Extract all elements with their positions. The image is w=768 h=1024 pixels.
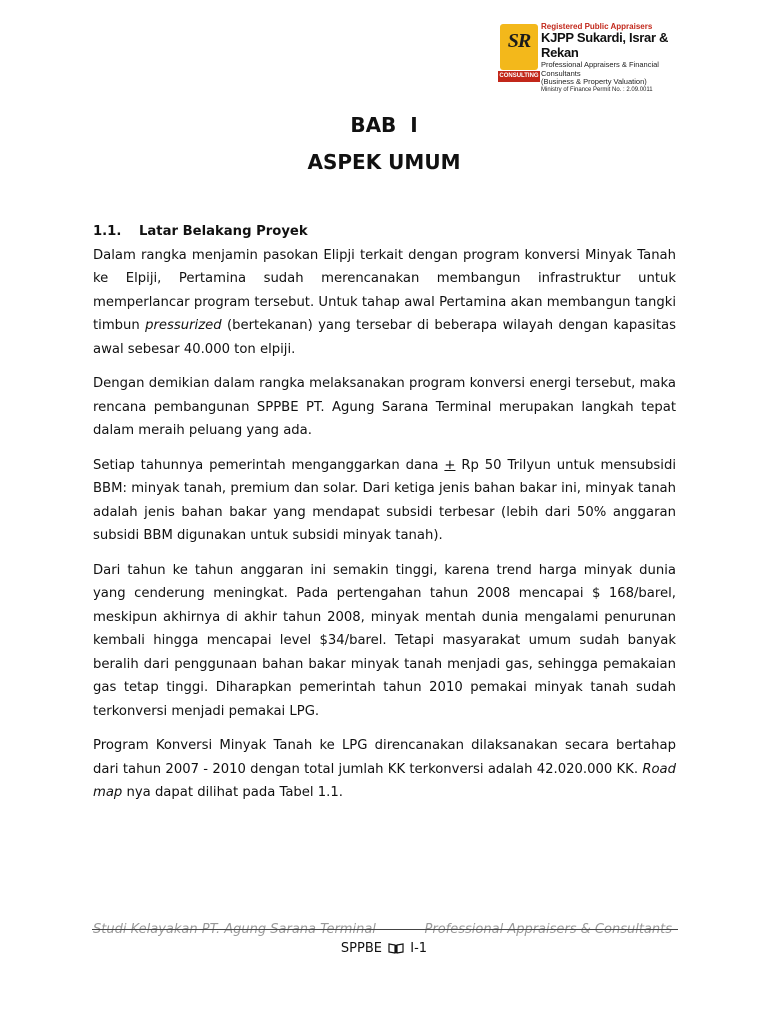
- page-prefix: SPPBE: [340, 941, 382, 956]
- section-title: Latar Belakang Proyek: [139, 224, 308, 239]
- company-logo: [499, 22, 675, 93]
- logo-mark-letters: SR: [507, 30, 531, 52]
- paragraph-3: Setiap tahunnya pemerintah menganggarkan dana + Rp 50 Trilyun untuk mensubsidi BBM: minyak tanah, premium dan solar. Dari ketiga jenis bahan bakar ini, minyak tanah adalah jenis bahan bakar yang mendapat subsidi terbesar (lebih dari 50% anggaran subsidi BBM digunakan untuk subsidi minyak tanah).: [93, 457, 676, 543]
- logo-mark: [500, 24, 538, 70]
- section-number: 1.1.: [93, 224, 122, 239]
- chapter-number: BAB I: [350, 113, 418, 137]
- logo-scope: (Business & Property Valuation): [541, 77, 647, 87]
- logo-permit: Ministry of Finance Permit No. : 2.09.0011: [541, 86, 653, 93]
- document-body: [93, 220, 676, 816]
- book-icon: [388, 942, 404, 954]
- logo-services: Professional Appraisers & Financial Consultants: [541, 60, 659, 78]
- logo-badge: CONSULTING: [498, 71, 540, 82]
- footer-left-text: Studi Kelayakan PT. Agung Sarana Terminal: [93, 922, 376, 937]
- logo-text: [541, 22, 675, 94]
- section-heading: [93, 220, 676, 244]
- footer-divider: [92, 929, 678, 930]
- paragraph-4: Dari tahun ke tahun anggaran ini semakin tinggi, karena trend harga minyak dunia yang cenderung meningkat. Pada pertengahan tahun 2008 mencapai $ 168/barel, meskipun akhirnya di akhir tahun 2008, minyak mentah dunia mengalami penurunan kembali hingga mencapai level $34/barel. Tetapi masyarakat umum sudah banyak beralih dari penggunaan bahan bakar minyak tanah menjadi gas, sehingga pemakaian gas tetap tinggi. Diharapkan pemerintah tahun 2010 pemakai minyak tanah sudah terkonversi menjadi pemakai LPG.: [93, 562, 676, 719]
- logo-firm-name: KJPP Sukardi, Israr & Rekan: [541, 30, 669, 61]
- page-suffix: I-1: [410, 941, 428, 956]
- logo-registered: Registered Public Appraisers: [541, 22, 653, 31]
- paragraph-2: Dengan demikian dalam rangka melaksanakan program konversi energi tersebut, maka rencana pembangunan SPPBE PT. Agung Sarana Terminal merupakan langkah tepat dalam meraih peluang yang ada.: [93, 376, 676, 438]
- footer-right-text: Professional Appraisers & Consultants: [424, 922, 672, 937]
- page-number: [0, 941, 768, 956]
- paragraph-5: Program Konversi Minyak Tanah ke LPG direncanakan dilaksanakan secara bertahap dari tahun 2007 - 2010 dengan total jumlah KK terkonversi adalah 42.020.000 KK. Road map nya dapat dilihat pada Tabel 1.1.: [93, 738, 676, 800]
- chapter-title: ASPEK UMUM: [307, 150, 461, 174]
- paragraph-1: Dalam rangka menjamin pasokan Elipji terkait dengan program konversi Minyak Tanah ke Elpiji, Pertamina sudah merencanakan membangun infrastruktur untuk memperlancar program tersebut. Untuk tahap awal Pertamina akan membangun tangki timbun pressurized (bertekanan) yang tersebar di beberapa wilayah dengan kapasitas awal sebesar 40.000 ton elpiji.: [93, 247, 676, 357]
